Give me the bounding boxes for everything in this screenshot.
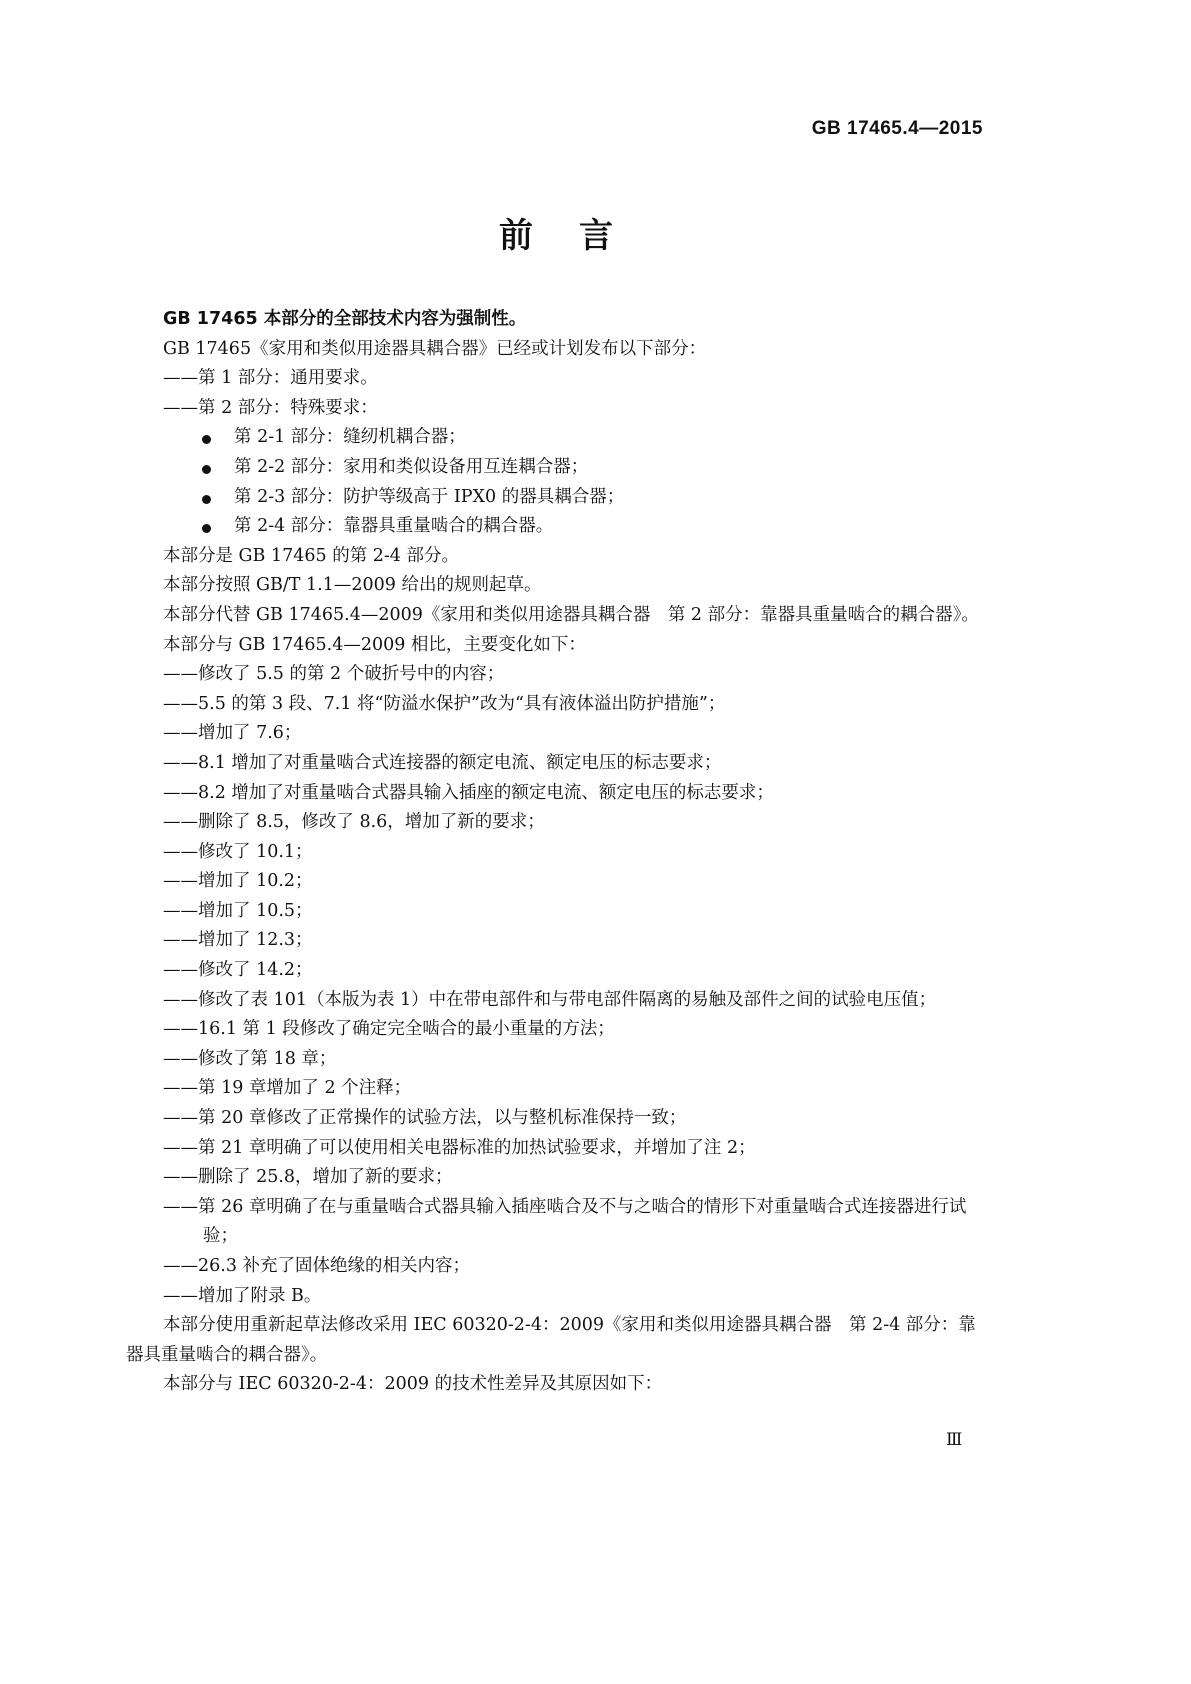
change-item: ——第 20 章修改了正常操作的试验方法，以与整机标准保持一致；: [163, 1108, 687, 1129]
replaces-statement: 本部分代替 GB 17465.4—2009《家用和类似用途器具耦合器 第 2 部分：靠器具重量啮合的耦合器》。: [163, 604, 979, 625]
change-item: ——修改了 5.5 的第 2 个破折号中的内容；: [163, 664, 505, 685]
change-item: ——第 21 章明确了可以使用相关电器标准的加热试验要求，并增加了注 2；: [163, 1137, 756, 1158]
change-item: ——修改了第 18 章；: [163, 1048, 337, 1069]
change-item: ——增加了附录 B。: [163, 1285, 322, 1306]
change-item: ——修改了 10.1；: [163, 841, 313, 862]
change-item: ——修改了表 101（本版为表 1）中在带电部件和与带电部件隔离的易触及部件之间的试验电压值；: [163, 989, 937, 1010]
subpart-text: 第 2-3 部分：防护等级高于 IPX0 的器具耦合器；: [234, 486, 625, 507]
subpart-text: 第 2-2 部分：家用和类似设备用互连耦合器；: [234, 456, 589, 477]
change-item: ——第 26 章明确了在与重量啮合式器具输入插座啮合及不与之啮合的情形下对重量啮合式连接器进行试验；: [163, 1196, 967, 1247]
drafting-statement: 本部分按照 GB/T 1.1—2009 给出的规则起草。: [163, 575, 542, 596]
bullet-icon: [202, 495, 211, 504]
change-item: ——删除了 8.5，修改了 8.6，增加了新的要求；: [163, 812, 545, 833]
this-part-statement: 本部分是 GB 17465 的第 2-4 部分。: [163, 545, 460, 566]
mandatory-statement: GB 17465 本部分的全部技术内容为强制性。: [163, 309, 527, 329]
subpart-text: 第 2-1 部分：缝纫机耦合器；: [234, 427, 466, 448]
differences-statement: 本部分与 IEC 60320-2-4：2009 的技术性差异及其原因如下：: [163, 1374, 663, 1395]
change-item: ——删除了 25.8，增加了新的要求；: [163, 1167, 453, 1188]
bullet-icon: [202, 465, 211, 474]
change-item: ——增加了 7.6；: [163, 723, 302, 744]
change-item: ——增加了 12.3；: [163, 930, 313, 951]
change-item: ——第 19 章增加了 2 个注释；: [163, 1078, 412, 1099]
change-item: ——26.3 补充了固体绝缘的相关内容；: [163, 1256, 471, 1276]
change-item: ——8.1 增加了对重量啮合式连接器的额定电流、额定电压的标志要求；: [163, 752, 722, 773]
change-item: ——16.1 第 1 段修改了确定完全啮合的最小重量的方法；: [163, 1019, 615, 1040]
subpart-item: [126, 512, 986, 542]
change-item: ——增加了 10.2；: [163, 871, 313, 892]
page-title: 前言: [499, 216, 659, 256]
change-item: ——增加了 10.5；: [163, 900, 313, 921]
standard-number: GB 17465.4—2015: [811, 118, 983, 139]
part2-line: ——第 2 部分：特殊要求：: [163, 397, 378, 418]
page-number: Ⅲ: [946, 1430, 963, 1450]
subpart-item: [126, 423, 986, 453]
subpart-item: [126, 453, 986, 483]
document-body: [126, 305, 986, 1400]
change-item: ——5.5 的第 3 段、7.1 将“防溢水保护”改为“具有液体溢出防护措施”；: [163, 693, 726, 714]
change-item: ——8.2 增加了对重量啮合式器具输入插座的额定电流、额定电压的标志要求；: [163, 782, 774, 803]
adoption-statement: 本部分使用重新起草法修改采用 IEC 60320-2-4：2009《家用和类似用途器具耦合器 第 2-4 部分：靠器具重量啮合的耦合器》。: [126, 1315, 976, 1365]
series-statement: GB 17465《家用和类似用途器具耦合器》已经或计划发布以下部分：: [163, 338, 707, 359]
subpart-text: 第 2-4 部分：靠器具重量啮合的耦合器。: [234, 516, 554, 537]
part1-line: ——第 1 部分：通用要求。: [163, 368, 378, 389]
change-item: ——修改了 14.2；: [163, 960, 313, 981]
changes-intro: 本部分与 GB 17465.4—2009 相比，主要变化如下：: [163, 634, 586, 655]
subpart-item: [126, 483, 986, 513]
